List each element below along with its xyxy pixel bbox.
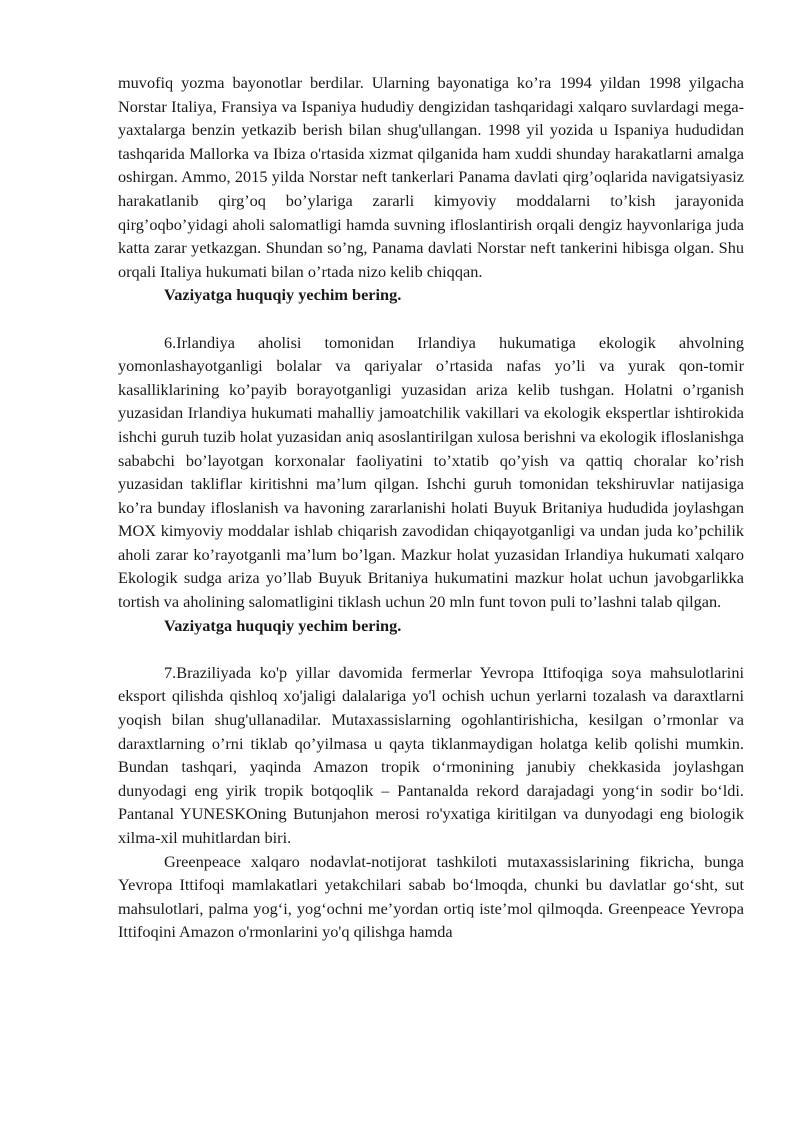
document-page [118, 71, 744, 944]
paragraph-norstar-case: muvofiq yozma bayonotlar berdilar. Ularning bayonatiga ko’ra 1994 yildan 1998 yilgacha Norstar Italiya, Fransiya va Ispaniya hududiy dengizidan tashqaridagi xalqaro suvlardagi mega-yaxtalarga benzin yetkazib berish bilan shug'ullangan. 1998 yil yozida u Ispaniya hududidan tashqarida Mallorka va Ibiza o'rtasida xizmat qilganida ham xuddi shunday harakatlarni amalga oshirgan. Ammo, 2015 yilda Norstar neft tankerlari Panama davlati qirg’oqlarida navigatsiyasiz harakatlanib qirg’oq bo’ylariga zararli kimyoviy moddalarni to’kish jarayonida qirg’oqbo’yidagi aholi salomatligi hamda suvning ifloslantirish orqali dengiz hayvonlariga juda katta zarar yetkazgan. Shundan so’ng, Panama davlati Norstar neft tankerini hibisga olgan. Shu orqali Italiya hukumati bilan o’rtada nizo kelib chiqqan. [118, 73, 744, 281]
paragraph-greenpeace: Greenpeace xalqaro nodavlat-notijorat tashkiloti mutaxassislarining fikricha, bunga Yevropa Ittifoqi mamlakatlari yetakchilari sabab bo‘lmoqda, chunki bu davlatlar go‘sht, sut mahsulotlari, palma yog‘i, yog‘ochni me’yordan ortiq iste’mol qilmoqda. Greenpeace Yevropa Ittifoqini Amazon o'rmonlarini yo'q qilishga hamda [118, 851, 744, 942]
task-heading-1: Vaziyatga huquqiy yechim bering. [164, 285, 402, 305]
paragraph-gap [118, 307, 744, 331]
paragraph-gap [118, 637, 744, 661]
paragraph-case-7: 7.Braziliyada ko'p yillar davomida fermerlar Yevropa Ittifoqiga soya mahsulotlarini eksport qilishda qishloq xo'jaligi dalalariga yo'l ochish uchun yerlarni tozalash va daraxtlarni yoqish bilan shug'ullanadilar. Mutaxassislarning ogohlantirishicha, kesilgan o’rmonlar va daraxtlarning o’rni tiklab qo’yilmasa u qayta tiklanmaydigan holatga kelib qolishi mumkin. Bundan tashqari, yaqinda Amazon tropik o‘rmonining janubiy chekkasida joylashgan dunyodagi eng yirik tropik botqoqlik – Pantanalda rekord darajadagi yong‘in sodir bo‘ldi. Pantanal YUNESKOning Butunjahon merosi ro'yxatiga kiritilgan va dunyodagi eng biologik xilma-xil muhitlardan biri. [118, 662, 744, 847]
paragraph-case-6: 6.Irlandiya aholisi tomonidan Irlandiya hukumatiga ekologik ahvolning yomonlashayotganligi bolalar va qariyalar o’rtasida nafas yo’li va yurak qon-tomir kasalliklarining ko’payib borayotganligi yuzasidan ariza kelib tushgan. Holatni o’rganish yuzasidan Irlandiya hukumati mahalliy jamoatchilik vakillari va ekologik ekspertlar ishtirokida ishchi guruh tuzib holat yuzasidan aniq asoslantirilgan xulosa berishni va ekologik ifloslanishga sababchi bo’layotgan korxonalar faoliyatini to’xtatib qo’yish va qattiq choralar ko’rish yuzasidan takliflar kiritishni ma’lum qilgan. Ishchi guruh tomonidan tekshiruvlar natijasiga ko’ra bunday ifloslanish va havoning zararlanishi holati Buyuk Britaniya hududida joylashgan MOX kimyoviy moddalar ishlab chiqarish zavodidan chiqayotganligi va undan juda ko’pchilik aholi zarar ko’rayotganli ma’lum bo’lgan. Mazkur holat yuzasidan Irlandiya hukumati xalqaro Ekologik sudga ariza yo’llab Buyuk Britaniya hukumatini mazkur holat uchun javobgarlikka tortish va aholining salomatligini tiklash uchun 20 mln funt tovon puli to’lashni talab qilgan. [118, 332, 744, 612]
task-heading-2: Vaziyatga huquqiy yechim bering. [164, 615, 402, 635]
